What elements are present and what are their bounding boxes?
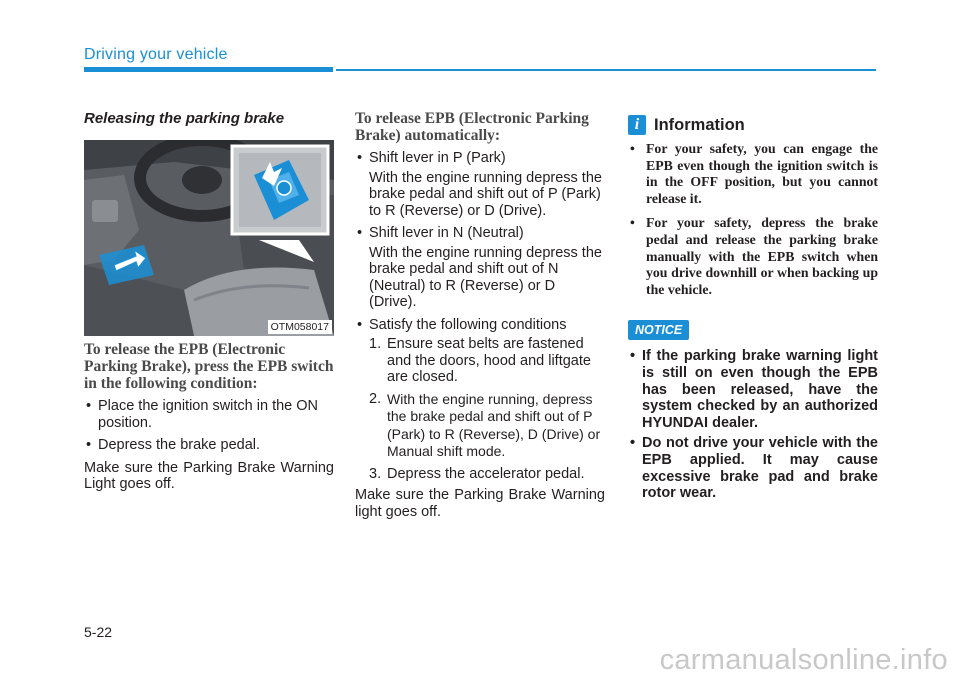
information-list bbox=[628, 141, 878, 298]
numbered-item bbox=[355, 466, 605, 483]
header-rule-thin bbox=[336, 69, 876, 71]
page-number: 5-22 bbox=[84, 624, 113, 640]
list-item: • For your safety, depress the brake pedal and release the parking brake manually with the EPB switch when you drive downhill or when backing up the vehicle. bbox=[628, 215, 878, 298]
list-item: • Satisfy the following conditions bbox=[355, 317, 605, 334]
right-column bbox=[628, 115, 878, 506]
item-number: 3. bbox=[369, 465, 382, 482]
item-text: With the engine running, depress the brake pedal and shift out of P (Park) to R (Reverse), D (Drive) or Manual shift mode. bbox=[387, 390, 601, 459]
info-icon: i bbox=[628, 115, 646, 135]
item-number: 2. bbox=[369, 390, 382, 407]
header-rule-thick bbox=[84, 67, 333, 72]
list-item: • If the parking brake warning light is still on even though the EPB has been released, have the system checked by an authorized HYUNDAI dealer. bbox=[628, 348, 878, 431]
photo-code: OTM058017 bbox=[268, 320, 332, 334]
middle-closing-text: Make sure the Parking Brake Warning light goes off. bbox=[355, 487, 605, 520]
information-title: Information bbox=[654, 115, 745, 134]
list-item: • Shift lever in P (Park) bbox=[355, 150, 605, 167]
item-text: Depress the accelerator pedal. bbox=[387, 465, 585, 482]
section-heading: Releasing the parking brake bbox=[84, 110, 285, 127]
numbered-item bbox=[355, 391, 605, 461]
list-item: • For your safety, you can engage the EPB even though the ignition switch is in the OFF position, but you cannot release it. bbox=[628, 141, 878, 207]
information-header bbox=[628, 115, 878, 135]
car-interior-illustration bbox=[84, 140, 334, 336]
list-item-detail: With the engine running depress the brake pedal and shift out of N (Neutral) to R (Reverse) or D (Drive). bbox=[369, 244, 602, 310]
left-closing-text: Make sure the Parking Brake Warning Light goes off. bbox=[84, 459, 334, 492]
item-number: 1. bbox=[369, 336, 382, 352]
list-item: • Place the ignition switch in the ON position. bbox=[84, 398, 334, 431]
list-item: • Depress the brake pedal. bbox=[84, 437, 334, 454]
list-item: • Do not drive your vehicle with the EPB applied. It may cause excessive brake pad and brake rotor wear. bbox=[628, 435, 878, 501]
notice-badge: NOTICE bbox=[628, 320, 689, 340]
list-item: • Shift lever in N (Neutral) bbox=[355, 225, 605, 242]
section-title: Driving your vehicle bbox=[84, 46, 228, 63]
item-text: Ensure seat belts are fastened and the doors, hood and liftgate are closed. bbox=[387, 336, 591, 385]
middle-heading: To release EPB (Electronic Parking Brake) automatically: bbox=[355, 110, 589, 144]
middle-column-text bbox=[355, 110, 605, 520]
numbered-item bbox=[355, 336, 605, 386]
notice-list bbox=[628, 348, 878, 501]
epb-photo bbox=[84, 140, 334, 336]
watermark: carmanualsonline.info bbox=[659, 644, 948, 676]
left-column-text bbox=[84, 341, 334, 493]
list-item-detail: With the engine running depress the brake pedal and shift out of P (Park) to R (Reverse) or D (Drive). bbox=[369, 169, 602, 219]
left-subheading: To release the EPB (Electronic Parking Brake), press the EPB switch in the following condition: bbox=[84, 341, 334, 392]
